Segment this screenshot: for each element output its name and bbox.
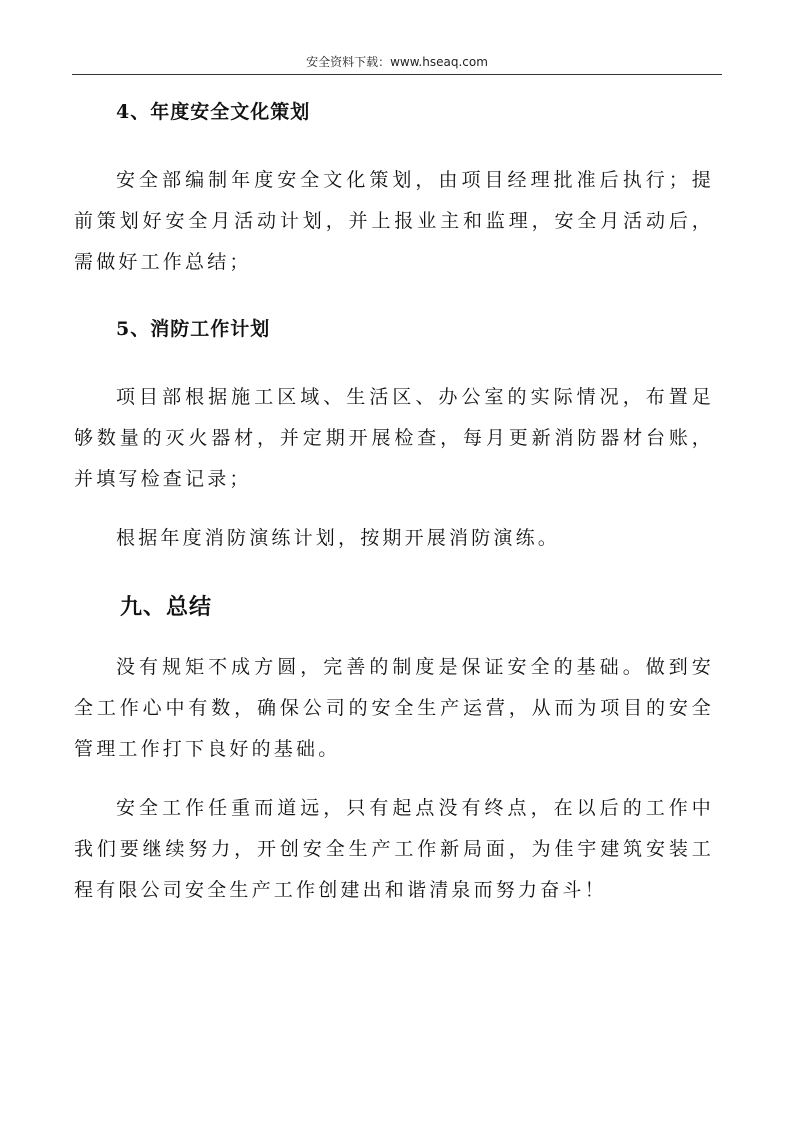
header-divider [72, 74, 722, 75]
paragraph-summary-rules: 没有规矩不成方圆，完善的制度是保证安全的基础。做到安全工作心中有数，确保公司的安全生产运营，从而为项目的安全管理工作打下良好的基础。 [74, 656, 714, 760]
subsection-heading-fire-plan: 5、消防工作计划 [116, 318, 271, 340]
paragraph-summary-effort: 安全工作任重而道远，只有起点没有终点，在以后的工作中我们要继续努力，开创安全生产工作新局面，为佳宇建筑安装工程有限公司安全生产工作创建出和谐清泉而努力奋斗！ [74, 797, 714, 901]
page-header: 安全资料下载：www.hseaq.com [306, 55, 488, 69]
paragraph-fire-equipment: 项目部根据施工区域、生活区、办公室的实际情况，布置足够数量的灭火器材，并定期开展检查，每月更新消防器材台账，并填写检查记录； [74, 386, 714, 490]
section-heading-summary: 九、总结 [120, 594, 213, 620]
paragraph-annual-culture: 安全部编制年度安全文化策划，由项目经理批准后执行；提前策划好安全月活动计划，并上报业主和监理，安全月活动后，需做好工作总结； [74, 169, 714, 273]
document-body [74, 92, 714, 911]
paragraph-fire-drill: 根据年度消防演练计划，按期开展消防演练。 [116, 527, 561, 549]
subsection-heading-annual-culture: 4、年度安全文化策划 [116, 101, 311, 123]
